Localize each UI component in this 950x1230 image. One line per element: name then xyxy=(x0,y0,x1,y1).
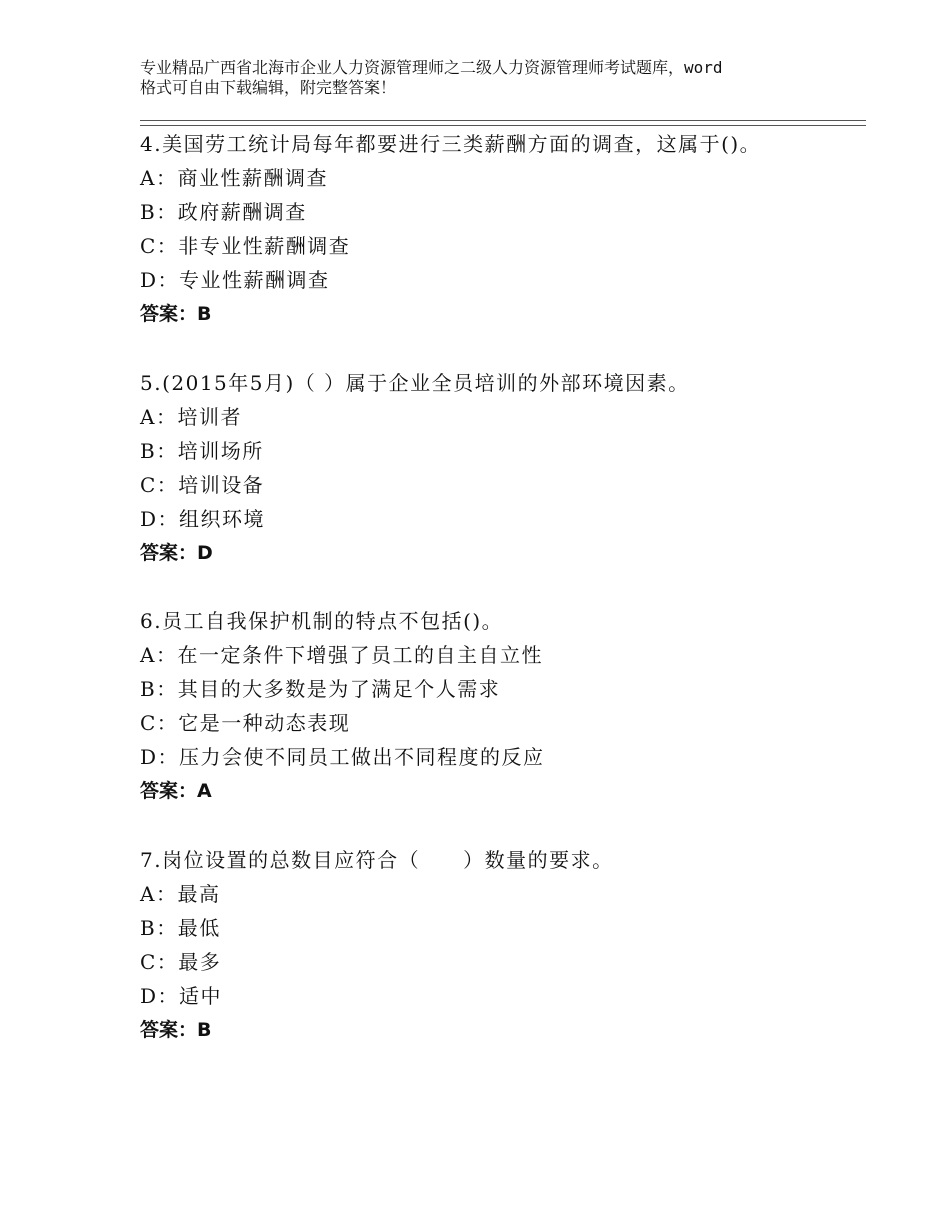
header-line-2: 格式可自由下载编辑，附完整答案！ xyxy=(140,78,397,97)
option-a: A：在一定条件下增强了员工的自主自立性 xyxy=(140,643,543,667)
question-stem: 6.员工自我保护机制的特点不包括()。 xyxy=(140,609,504,633)
question-4 xyxy=(140,127,860,331)
answer: 答案：A xyxy=(140,780,212,802)
option-b: B：其目的大多数是为了满足个人需求 xyxy=(140,677,501,701)
answer: 答案：B xyxy=(140,1019,212,1041)
option-d: D：适中 xyxy=(140,984,223,1008)
option-b: B：培训场所 xyxy=(140,439,264,463)
page-header xyxy=(140,58,830,98)
option-b: B：政府薪酬调查 xyxy=(140,200,307,224)
option-a: A：商业性薪酬调查 xyxy=(140,166,328,190)
option-c: C：非专业性薪酬调查 xyxy=(140,234,351,258)
option-c: C：培训设备 xyxy=(140,473,265,497)
option-c: C：最多 xyxy=(140,950,222,974)
option-b: B：最低 xyxy=(140,916,221,940)
option-d: D：专业性薪酬调查 xyxy=(140,268,330,292)
option-d: D：压力会使不同员工做出不同程度的反应 xyxy=(140,745,545,769)
question-stem: 7.岗位设置的总数目应符合（ ）数量的要求。 xyxy=(140,848,614,872)
header-line-1: 专业精品广西省北海市企业人力资源管理师之二级人力资源管理师考试题库，word xyxy=(140,58,723,77)
option-d: D：组织环境 xyxy=(140,507,266,531)
option-a: A：培训者 xyxy=(140,405,242,429)
question-6 xyxy=(140,604,860,808)
question-stem: 4.美国劳工统计局每年都要进行三类薪酬方面的调查，这属于()。 xyxy=(140,132,762,156)
header-divider xyxy=(140,120,866,126)
question-7 xyxy=(140,843,860,1047)
question-stem: 5.(2015年5月)（ ）属于企业全员培训的外部环境因素。 xyxy=(140,371,690,395)
option-a: A：最高 xyxy=(140,882,221,906)
answer: 答案：D xyxy=(140,542,213,564)
question-5 xyxy=(140,366,860,570)
answer: 答案：B xyxy=(140,303,212,325)
option-c: C：它是一种动态表现 xyxy=(140,711,351,735)
